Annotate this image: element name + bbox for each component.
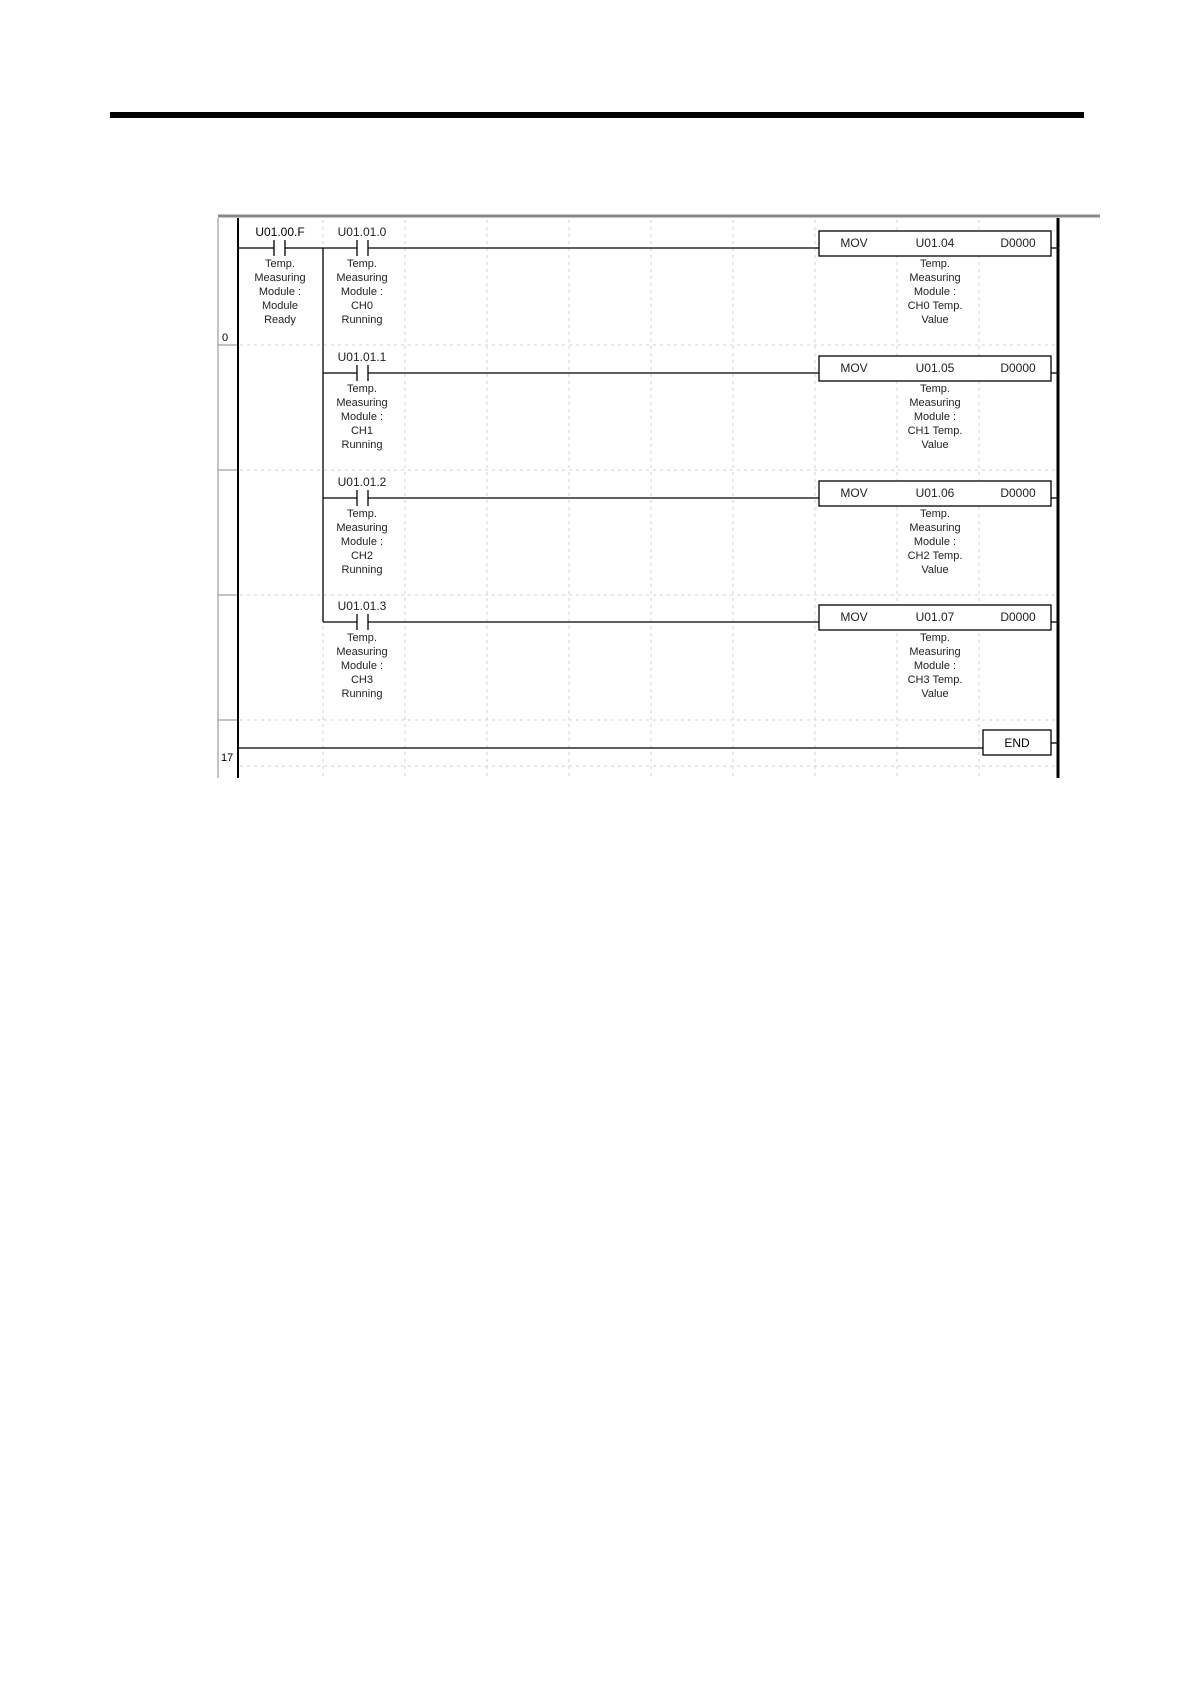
dest-operand: D0000 — [1000, 610, 1036, 624]
comment-line: Measuring — [909, 272, 961, 284]
comment-line: Value — [921, 314, 949, 326]
comment-line: Measuring — [909, 522, 961, 534]
source-operand: U01.05 — [915, 361, 955, 375]
contact-address: U01.01.3 — [337, 599, 387, 613]
no-contact[interactable] — [323, 614, 368, 630]
comment-line: Running — [341, 439, 383, 451]
comment-line: Temp. — [920, 508, 950, 520]
instruction-name: MOV — [840, 361, 868, 375]
rungs — [323, 225, 1058, 700]
comment-line: CH2 Temp. — [907, 550, 963, 562]
comment-line: Value — [921, 439, 949, 451]
contact-address: U01.01.1 — [337, 350, 387, 364]
comment-line: Value — [921, 688, 949, 700]
rung-1 — [323, 350, 1058, 451]
comment-line: Module — [261, 300, 299, 312]
comment-line: Measuring — [336, 646, 388, 658]
comment-line: CH1 Temp. — [907, 425, 963, 437]
step-number: 17 — [221, 752, 234, 764]
instruction-name: MOV — [840, 236, 868, 250]
comment-line: Ready — [264, 314, 296, 326]
contact-address: U01.01.2 — [337, 475, 387, 489]
comment-line: CH0 Temp. — [907, 300, 963, 312]
rung-3 — [323, 599, 1058, 700]
comment-line: Module : — [258, 286, 302, 298]
comment-line: Measuring — [254, 272, 306, 284]
comment-line: CH1 — [350, 425, 374, 437]
step-number: 0 — [222, 332, 229, 344]
rung-0 — [323, 225, 1058, 326]
comment-line: CH0 — [350, 300, 374, 312]
no-contact[interactable] — [323, 490, 368, 506]
comment-line: Temp. — [347, 632, 377, 644]
comment-line: Module : — [913, 660, 957, 672]
comment-line: Measuring — [909, 646, 961, 658]
comment-line: Module : — [340, 286, 384, 298]
no-contact[interactable] — [323, 365, 368, 381]
comment-line: Measuring — [909, 397, 961, 409]
comment-line: Temp. — [347, 383, 377, 395]
comment-line: CH3 Temp. — [907, 674, 963, 686]
comment-line: Temp. — [920, 383, 950, 395]
comment-line: Measuring — [336, 397, 388, 409]
comment-line: Module : — [913, 411, 957, 423]
source-operand: U01.07 — [915, 610, 955, 624]
rung-2 — [323, 475, 1058, 576]
instruction-name: MOV — [840, 610, 868, 624]
comment-line: Module : — [340, 536, 384, 548]
comment-line: Temp. — [920, 632, 950, 644]
comment-line: Measuring — [336, 272, 388, 284]
source-operand: U01.04 — [915, 236, 955, 250]
comment-line: Temp. — [265, 258, 295, 270]
comment-line: Temp. — [920, 258, 950, 270]
comment-line: Module : — [340, 660, 384, 672]
comment-line: Running — [341, 314, 383, 326]
instruction-name: MOV — [840, 486, 868, 500]
comment-line: Measuring — [336, 522, 388, 534]
comment-line: Running — [341, 688, 383, 700]
comment-line: Module : — [913, 286, 957, 298]
end-label: END — [1004, 736, 1030, 750]
comment-line: CH2 — [350, 550, 374, 562]
dest-operand: D0000 — [1000, 486, 1036, 500]
comment-line: Running — [341, 564, 383, 576]
dest-operand: D0000 — [1000, 236, 1036, 250]
contact-address: U01.00.F — [255, 225, 305, 239]
comment-line: Temp. — [347, 508, 377, 520]
comment-line: CH3 — [350, 674, 374, 686]
comment-line: Value — [921, 564, 949, 576]
contact-address: U01.01.0 — [337, 225, 387, 239]
end-rung — [238, 730, 1058, 755]
contact-comment — [254, 258, 305, 326]
source-operand: U01.06 — [915, 486, 955, 500]
comment-line: Temp. — [347, 258, 377, 270]
dest-operand: D0000 — [1000, 361, 1036, 375]
ready-contact[interactable] — [238, 240, 323, 256]
no-contact[interactable] — [323, 240, 368, 256]
comment-line: Module : — [340, 411, 384, 423]
comment-line: Module : — [913, 536, 957, 548]
